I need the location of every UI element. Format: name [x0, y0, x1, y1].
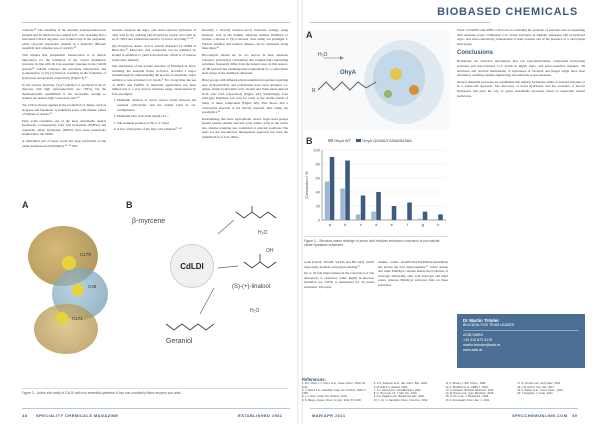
y-tick-label: 60: [315, 175, 320, 181]
body-paragraph: Head groups with different physicochemical properties regarding size, hydrophobicity and polarisation have been analysed, i.e. amine, amide, hydroxamic acid, alcohol and chain esters derived from oleic acid, respectively (Figure 4A). Surprisingly, even wild-type EmOhyA was sold for water to the double bonds of many of these compounds (Figure 4B). This shows that a carboxylate function is not strictly required, thus ruling out paradigm 4.⁵⁶: [202, 77, 288, 115]
x-tick-label: d: [375, 222, 378, 227]
author-box: [457, 314, 585, 368]
x-tick-label: f: [406, 222, 408, 227]
figure-4-label-a: A: [306, 30, 313, 40]
author-org: ACIB GMBH: [463, 330, 579, 338]
bar-variant-e: [392, 206, 397, 220]
reference-item: 8: G. Zhu et al., Int. J. Mol. Sci., 2019.: [373, 392, 418, 396]
right-column-c: [378, 260, 448, 370]
body-paragraph: enzyme catalyses the regio- and stereo-selective hydration of oleic acid (C-9), yielding (R)-10-hydroxy stearic acid with an ee of >98% and without the need for co-factor recycling.²²⁻⁵⁴: [112, 28, 196, 42]
reference-item: 4: D. Bergo, Angew. Chem. Int. Ed., 2011, 50, 1000.: [302, 398, 362, 402]
footer-rule-right: [310, 408, 578, 409]
bar-variant-f: [407, 203, 412, 221]
water-label: H₂O: [250, 308, 260, 314]
body-paragraph: Yet, LDI is already applied in the production of dienes, such as isoprene and butadiene, at industrial scale, with market values of billions of dollars.⁵¹: [22, 102, 106, 117]
bar-variant-a: [330, 157, 335, 220]
reference-item: 11: K. Brauer, J. Biol. Chem., 1999.: [445, 382, 486, 386]
x-tick-label: h: [437, 222, 440, 227]
reference-item: 13: H. Schwarz, Biocatal. Biotransf., 2016.: [445, 388, 495, 392]
author-email[interactable]: martin.troesler@acib.at: [463, 343, 501, 347]
reference-item: 18: L.M. Heinzl, Org. Lett., 2017.: [517, 385, 555, 389]
bar-variant-b: [345, 161, 350, 221]
body-paragraph: Several industrial processes are established that employ hydratases either as isolated enzymes or in a whole-cell approach. The discovery of novel hydratases and the evolution of known hydratases will pave the way to green, sustainable processes based on renewable natural feedstocks.: [457, 79, 585, 98]
molecule-linalool: (S)-(+)-linalool: [232, 284, 271, 290]
conversion-chart-panel: [304, 136, 450, 232]
reference-item: 12: A. Brodkorb et al., FEBS J., 2020.: [445, 385, 489, 389]
header-rule-left: [22, 22, 290, 23]
bar-wt-f: [402, 219, 407, 220]
page-number-left: 48: [22, 413, 28, 418]
reference-item: 17: R. Kumar et al., ACS Catal., 2020.: [517, 382, 561, 386]
left-column-2: [112, 28, 196, 196]
body-paragraph: Fatty acids constitute one of the most sustainable natural feedstocks. Consequently, fatty acid hydratases (FAHYs) and especially oleate hydratases (OHYs) have been intensively studied since the 1960s.: [22, 118, 106, 137]
reference-item: 6: M. Hoff & C. Zerfass, 2020.: [373, 385, 409, 389]
bar-wt-d: [371, 212, 376, 220]
reference-item: 16: F. Grunewald, Chem. Eur. J., 2021.: [445, 398, 491, 402]
x-tick-label: g: [421, 222, 424, 227]
body-paragraph: alanine variant Glu26S/Ala/Thr436Ala/Asn436Ala has shown the best improvements.⁵⁷ Some double and triple EmOhyA variants enable the hydration of sterically demanding oleic acid isopropyl and butyl esters, whereas EmOhyA wild-type fails on these substrates.: [378, 260, 448, 287]
references-heading: References:: [302, 377, 326, 382]
bar-wt-e: [387, 219, 392, 220]
body-paragraph: Up to 10-fold improvement in the conversion of OA derivatives is observed, while highly R-selective hydration (ee >95%) is maintained for all tested substrates. The triple: [304, 271, 374, 289]
chart-legend: [328, 138, 412, 143]
bar-wt-b: [340, 189, 345, 221]
body-paragraph: The elucidation of the protein structure of EmOhyA in 2015, including the essential flavin co-factor, provided a major breakthrough for understanding the process of enzymatic water addition to non-activated C=C bonds.²⁷ For a long time, the use of OHYs and FAHYs in industrial applications has been limited due to a very narrow substrate range, characterised by four paradigms:: [112, 64, 196, 96]
reference-item: 19: A. Weber et al., Green Chem., 2019.: [517, 388, 564, 392]
website-link[interactable]: SPECCHEMONLINE.COM: [512, 413, 568, 418]
enzyme-ohya-label: OhyA: [340, 70, 357, 76]
section-title: BIOBASED CHEMICALS: [437, 6, 578, 18]
hydroxyl-label: OH: [266, 248, 274, 254]
magazine-name: SPECIALITY CHEMICALS MAGAZINE: [36, 413, 119, 418]
body-paragraph: Rationalising that more hydrophobic and/or larger head groups should require smaller and less polar amino acids in the active site, alanine scanning was conducted at relevant positions. The basis for the site-directed mutagenesis approach has been the identification of four amino: [202, 116, 288, 140]
reference-item: 5: S.G. Scheerer et al., Nat. Chem. Biol., 2018.: [373, 382, 428, 386]
enzyme-structure-drawing: [304, 30, 450, 130]
y-tick-label: 100: [313, 147, 320, 153]
reference-item: 10: J. Jin, U. Hanefeld, Chem. Commun., 2011.: [373, 398, 429, 402]
reference-item: 1: B.C. Chen, L.J. Chen, et al., Green Chem., 2018, 20, 1142.: [302, 382, 366, 389]
reaction-scheme: [126, 200, 288, 374]
x-tick-label: b: [344, 222, 347, 227]
molecule-myrcene: β-myrcene: [132, 218, 166, 225]
enzyme-cdldi: CdLDI: [170, 244, 214, 288]
x-tick-label: c: [359, 222, 362, 227]
reference-item: 7: A.L. Hamersma, ChemBioChem, 2021.: [373, 388, 422, 392]
bar-variant-h: [438, 214, 443, 220]
body-paragraph: catalysis.⁴⁹ The assembly of the naturally homoproteinaceous enzyme and its function were studied in E. coli, revealing that a functional CdLDI oligomer was formed only in the periplasm, while cytosolic expression resulted in a distinctly different assembly and complete loss of activity.⁵⁰: [22, 28, 106, 51]
conclusions-heading: Conclusions: [457, 50, 494, 57]
bar-variant-d: [376, 192, 381, 220]
author-tel: +43 316 873 4176: [463, 338, 493, 342]
conversion-bar-chart: [304, 146, 450, 232]
body-paragraph: acids (Glu26, Thr426, Ser436 and His 443), which supposedly mediate carboxylate binding.⁵⁷: [304, 260, 374, 269]
x-tick-label: a: [328, 222, 331, 227]
body-paragraph: A substantial part of these works has been performed on the oleate hydratase from EmOhyA.²²⁻⁵⁴ This: [22, 139, 106, 148]
protein-active-site-image: [22, 212, 122, 362]
y-tick-label: 20: [315, 203, 320, 209]
paradigm-item: 2. Minimum fatty acid chain length of C₁₄: [117, 114, 196, 119]
figure-3: [22, 200, 288, 380]
legend-swatch-variant: [356, 139, 361, 142]
body-paragraph: Recently, a cleverly devised decoy molecule strategy using hexanoic acid as the dummy substrate enabled EmOhyA to hydrate 1-decene to (S)-2-decanol, thus ruling out paradigm 3. Various terminal and internal alkenes can be addressed along these lines.⁴⁹: [202, 28, 288, 51]
y-axis-label: Conversion / %: [304, 171, 309, 199]
water-label: H₂O: [258, 230, 268, 236]
bar-wt-a: [325, 182, 330, 221]
reference-item: 15: D. Kim et al., J. Biotechnol., 2018.: [445, 395, 489, 399]
x-tick-label: e: [390, 222, 393, 227]
residue-label: C171: [72, 316, 83, 321]
right-column-b: [304, 260, 374, 370]
figure-3-caption: Figure 3 – Active site cavity of CdLDI with four essential cysteines of two non-covalently linked enzyme sub-units: [22, 388, 288, 395]
bar-wt-c: [356, 214, 361, 220]
figure-4-caption: Figure 4 – Structure-based redesign of amino acid residues enhances conversion of non-natural oleate hydratase substrates: [304, 236, 448, 247]
figure-3-label-b: B: [126, 200, 133, 210]
legend-swatch-wt: [328, 139, 333, 142]
author-role: BIOCATALYSIS TEAM LEADER: [463, 323, 515, 327]
enzyme-structure-panel: [304, 30, 450, 130]
bar-wt-g: [418, 219, 423, 220]
figure-4-label-b: B: [306, 136, 313, 146]
page-number-right: 49: [572, 413, 578, 418]
reference-item: 3: L.J. Chen, Catal. Sci. Technol., 2019.: [302, 395, 348, 399]
y-tick-label: 0: [317, 217, 320, 223]
right-column-d: [457, 28, 585, 312]
bar-variant-c: [361, 196, 366, 221]
author-web[interactable]: www.acib.at: [463, 348, 483, 352]
paradigm-item: 1. Minimum distance of seven carbon atoms between the essential carboxylate and the double bond in cis-configuration: [117, 98, 196, 112]
residue-label: C179: [80, 252, 91, 257]
paradigm-item: 3. Sub-terminal position of the C=C bond: [117, 121, 196, 126]
reference-item: 14: M. Busch et al., Appl. Microbiol., 2019.: [445, 392, 494, 396]
author-name: Dr Martin Trösler: [463, 318, 500, 323]
body-paragraph: Biocatalysis should not be too narrow in their substrate tolerance, particularly considering that commercially interesting substrates frequently differ from the natural ones. In this respect, ACIB research has challenged the requirement for a carboxylate head group of the AmOhyA substrates.: [202, 52, 288, 76]
r-group-label: R: [312, 88, 316, 94]
left-column-1: [22, 28, 106, 196]
water-label: H₂O: [318, 52, 328, 58]
y-tick-label: 40: [315, 189, 320, 195]
reference-item: 20: T. Engleder, J. Catal., 2021.: [517, 392, 554, 396]
figure-4: [302, 30, 450, 236]
references: [302, 378, 585, 402]
body-paragraph: Work on FAHYs and OHYs will focus on extending the portfolio of enzymes and on expanding their substrate scope. Ultimately, C=C bonds anywhere in aliphatic substrates will be hydrated regio- and stereo-selectively, independent of their position and of the presence of a carboxylate head group.: [457, 28, 585, 46]
footer-rule-left: [22, 408, 290, 409]
body-paragraph: In the reverse direction, (S)-(+)-linalool is produced from β-myrcene with high stereoselectivity (ee >95%), but the thermodynamic equilibrium is not favourable enough to achieve the desired high conversion rates.⁴⁹: [22, 82, 106, 101]
bar-variant-g: [423, 212, 428, 220]
y-tick-label: 80: [315, 161, 320, 167]
bar-wt-h: [433, 219, 438, 220]
legend-label-wt: OhyA WT: [334, 138, 352, 143]
body-paragraph: (R)-10-hydroxy stearic acid is already marketed by OMM as Bioactive.⁵⁵ Moreover, this compound can be trimmed by Kampl β-oxidation to yield δ-decalactone, which is of interest in the dairy industry.: [112, 43, 196, 62]
reference-item: 9: P.A. Pagliari et al., Biotechnol. Adv., 2020.: [373, 395, 425, 399]
issue-date: MAR/APR 2021: [312, 413, 346, 418]
established-label: ESTABLISHED 1981: [238, 413, 283, 418]
figure-3-label-a: A: [22, 200, 29, 210]
paradigm-item: 4. A free carboxylate of the fatty acid substrate²⁷⁻⁴⁹: [117, 127, 196, 132]
body-paragraph: This implies that periplasmic translocation is of utmost importance for the formation of the correct multimeric structure. In line with all four essential cysteines in the CdLDI protein,⁴⁹ CdLDI catalyses the reversible dehydration and isomerisation of (S)-(+)-linalool, resulting in the formation of β-myrcene and geraniol respectively (Figure 3).⁴⁹: [22, 52, 106, 80]
residue-label: C48: [88, 284, 97, 289]
header-rule-right: [310, 22, 490, 23]
reference-item: 2: V. Resch & U. Hanefeld, Catal. Sci. Technol., 2015, 5, 1385.: [302, 388, 367, 396]
molecule-geraniol: Geraniol: [166, 338, 193, 345]
body-paragraph: Hydratases are attractive biocatalysts that can equi-functionalise compounds harbouring activated and non-activated C=C bonds in highly regio- and stereo-selective manners. 3D structures and reaction mechanisms of hydratases of bacterial and fungal origin have been elucidated, enabling enzyme engineering and substrate scope extension.: [457, 59, 585, 78]
left-column-3: [202, 28, 288, 196]
legend-label-variant: OhyA Q265A/T436A/N438A: [362, 138, 412, 143]
paradigm-list: [112, 98, 196, 132]
